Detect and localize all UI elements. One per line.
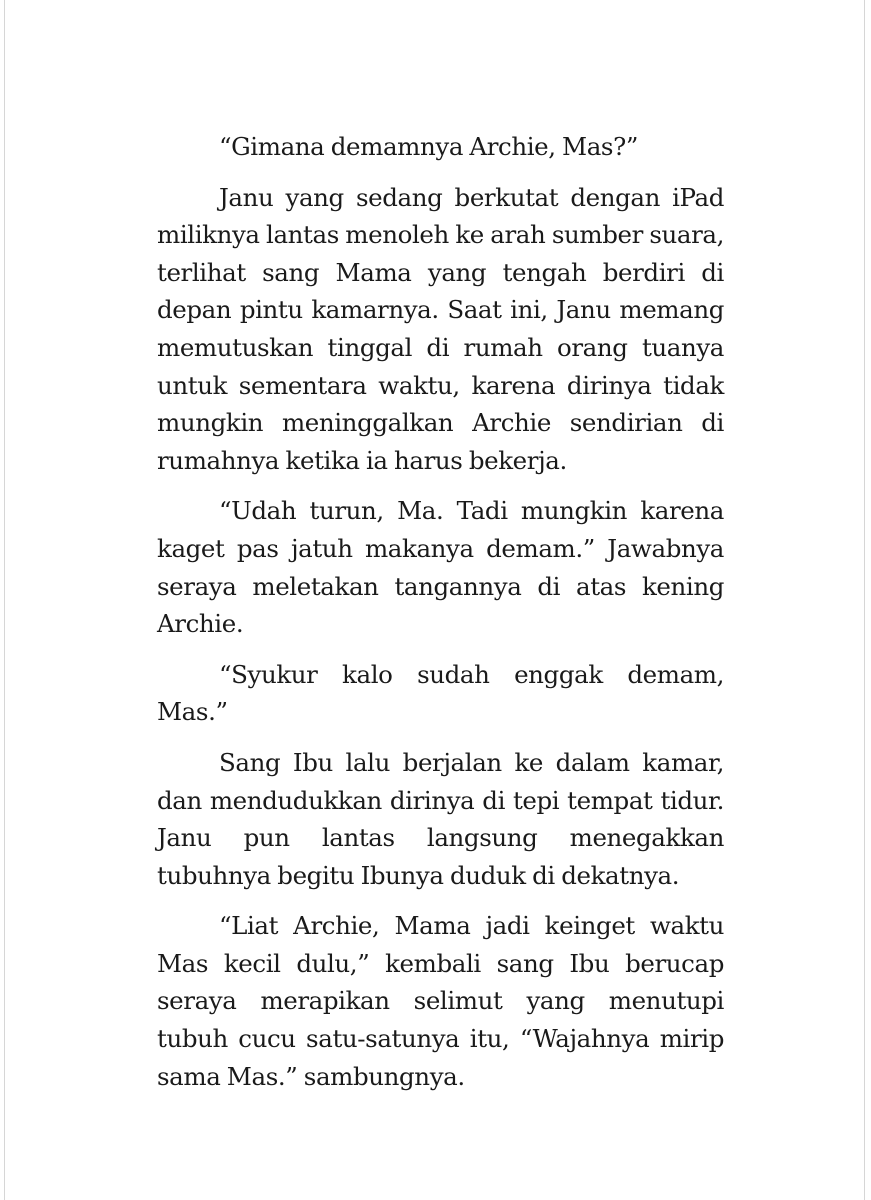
paragraph-3: “Udah turun, Ma. Tadi mungkin karena kaget pas jatuh makanya demam.” Jawabnya seraya meletakan tangannya di atas kening Archie. [157, 496, 724, 639]
paragraph-6: “Liat Archie, Mama jadi keinget waktu Mas kecil dulu,” kembali sang Ibu berucap seraya merapikan selimut yang menutupi tubuh cucu satu-satunya itu, “Wajahnya mirip sama Mas.” sambungnya. [157, 911, 724, 1091]
paragraph-1: “Gimana demamnya Archie, Mas?” [219, 132, 638, 161]
body-text [157, 128, 724, 1108]
paragraph-4: “Syukur kalo sudah enggak demam, Mas.” [157, 659, 724, 727]
paragraph-2: Janu yang sedang berkutat dengan iPad miliknya lantas menoleh ke arah sumber suara, terlihat sang Mama yang tengah berdiri di depan pintu kamarnya. Saat ini, Janu memang memutuskan tinggal di rumah orang tuanya untuk sementara waktu, karena dirinya tidak mungkin meninggalkan Archie sendirian di rumahnya ketika ia harus bekerja. [157, 182, 724, 475]
paragraph-5: Sang Ibu lalu berjalan ke dalam kamar, dan mendudukkan dirinya di tepi tempat tidur. Janu pun lantas langsung menegakkan tubuhnya begitu Ibunya duduk di dekatnya. [157, 747, 724, 890]
document-page [4, 0, 865, 1200]
